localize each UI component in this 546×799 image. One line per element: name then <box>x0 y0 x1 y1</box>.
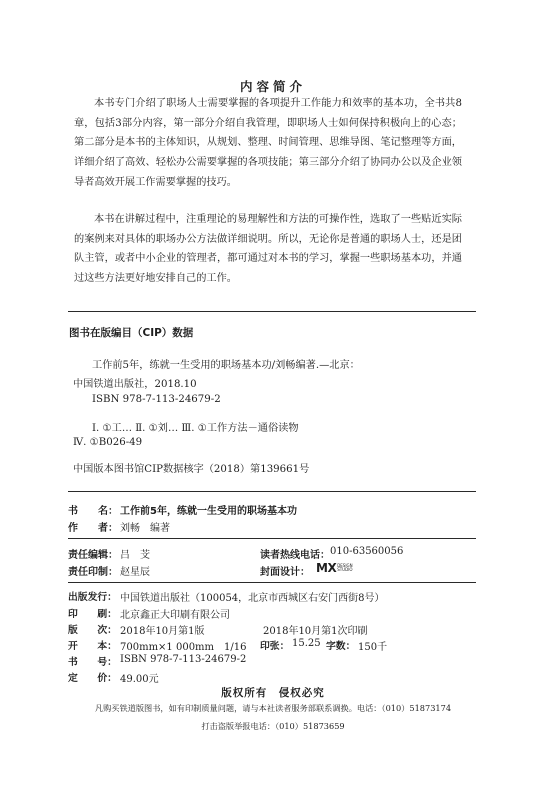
intro-paragraph-2: 本书在讲解过程中，注重理论的易理解性和方法的可操作性，选取了一些贴近实际的案例来对具体的职场办公方法做详细说明。所以，无论你是普通的职场人士，还是团队主管，或者中小企业的管理者，都可通过对本书的学习，掌握一些职场基本功，并通过这些方法更好地安排自己的工作。 <box>74 214 462 285</box>
format-label: 开 本： <box>68 641 117 652</box>
cover-label: 封面设计： <box>260 567 310 578</box>
logo-mark: MX <box>316 561 337 575</box>
printing-label: 责任印制： <box>68 567 118 578</box>
cip-heading: 图书在版编目（CIP）数据 <box>69 327 194 339</box>
publisher-label: 出版发行： <box>68 592 117 603</box>
cip-line-4: Ⅰ. ①工… Ⅱ. ①刘… Ⅲ. ①工作方法－通俗读物 <box>92 423 299 434</box>
editor-label: 责任编辑： <box>68 550 118 561</box>
book-title-label: 书 名： <box>68 506 118 517</box>
editorial-rule <box>68 582 476 583</box>
format: 700mm×1 000mm 1/16 <box>120 642 247 653</box>
cover-design-logo <box>316 561 353 575</box>
logo-sub-studio: STUDIO <box>337 567 353 572</box>
edition: 2018年10月第1版 <box>120 626 205 637</box>
rights-reserved: 版权所有 侵权必究 <box>221 687 325 699</box>
logo-sub-design: DESIGN <box>337 562 353 568</box>
price: 49.00元 <box>120 674 159 685</box>
intro-paragraph-1: 本书专门介绍了职场人士需要掌握的各项提升工作能力和效率的基本功，全书共8章，包括3部分内容，第一部分介绍自我管理，即职场人士如何保持积极向上的心态；第二部分是本书的主体知识，从规划、整理、时间管理、思维导图、笔记整理等方面，详细介绍了高效、轻松办公需要掌握的各项技能；第三部分介绍了协同办公以及企业领导者高效开展工作需要掌握的技巧。 <box>74 98 462 188</box>
notice-service: 凡购买铁道版图书，如有印制质量问题，请与本社读者服务部联系调换。电话：（010）51873174 <box>94 703 452 713</box>
cip-line-3: ISBN 978-7-113-24679-2 <box>92 394 221 405</box>
book-title: 工作前5年，练就一生受用的职场基本功 <box>120 506 297 517</box>
hotline-label: 读者热线电话： <box>260 550 330 561</box>
printing: 赵星辰 <box>120 567 150 578</box>
cip-top-rule <box>68 311 476 312</box>
cip-line-5: Ⅳ. ①B026-49 <box>73 437 143 448</box>
book-rule <box>68 538 476 539</box>
cip-line-1: 工作前5年，练就一生受用的职场基本功/刘畅编著.—北京： <box>92 360 360 371</box>
author-label: 作 者： <box>68 523 118 534</box>
edition-label: 版 次： <box>68 625 117 636</box>
isbn: ISBN 978-7-113-24679-2 <box>120 654 247 665</box>
notice-piracy: 打击盗版举报电话：（010）51873659 <box>201 721 345 731</box>
editor: 吕 芠 <box>120 550 150 561</box>
hotline: 010-63560056 <box>330 546 404 557</box>
printer: 北京鑫正大印刷有限公司 <box>120 610 230 621</box>
logo-subtext <box>337 564 352 573</box>
sheets: 15.25 <box>292 638 321 649</box>
isbn-label: 书 号： <box>68 657 117 668</box>
price-label: 定 价： <box>68 673 117 684</box>
words-label: 字数： <box>326 641 356 652</box>
print-label: 印 刷： <box>68 609 117 620</box>
intro-title: 内容简介 <box>239 79 306 94</box>
words: 150千 <box>358 642 388 653</box>
impression: 2018年10月第1次印刷 <box>263 626 368 637</box>
cip-bottom-rule <box>68 491 476 492</box>
publisher: 中国铁道出版社（100054，北京市西城区右安门西街8号） <box>120 593 385 604</box>
sheets-label: 印张： <box>260 641 290 652</box>
cip-line-2: 中国铁道出版社，2018.10 <box>73 379 197 390</box>
cip-line-6: 中国版本图书馆CIP数据核字（2018）第139661号 <box>73 464 310 475</box>
author: 刘畅 编著 <box>120 523 170 534</box>
